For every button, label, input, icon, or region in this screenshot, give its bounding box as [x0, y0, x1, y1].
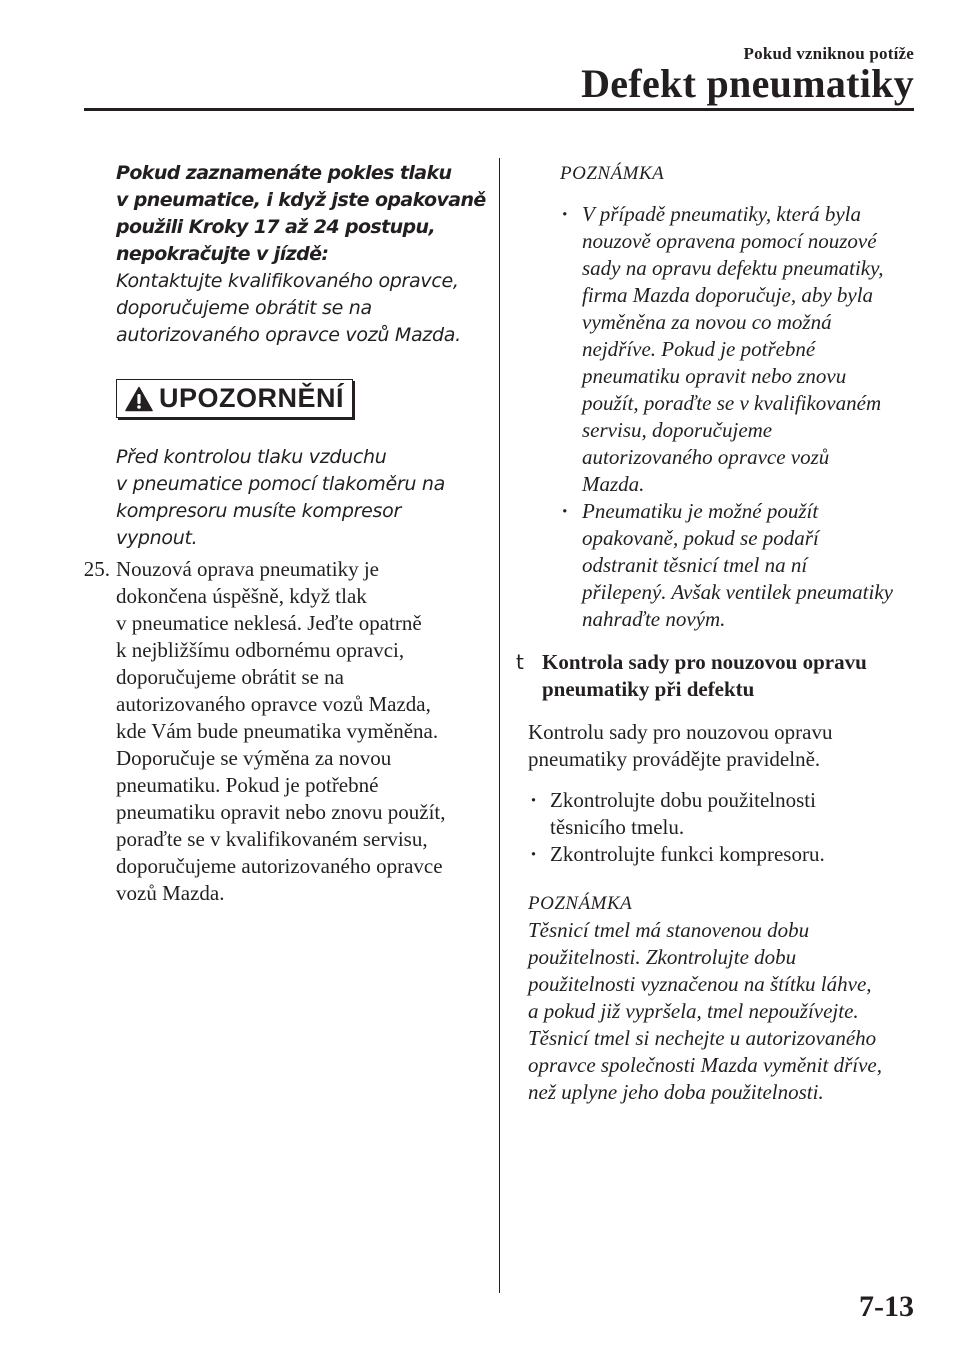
warning-text: [116, 444, 486, 552]
page-number: 7-13: [859, 1290, 914, 1323]
text-line: Těsnicí tmel si nechejte u autorizovaného: [528, 1026, 877, 1050]
text-line: odstranit těsnicí tmel na ní: [582, 553, 808, 577]
text-line: Kontrola sady pro nouzovou opravu: [542, 650, 867, 674]
header-subtitle: Pokud vzniknou potíže: [743, 44, 914, 63]
text-line: v pneumatice neklesá. Jeďte opatrně: [116, 611, 422, 635]
step-text: [116, 556, 446, 907]
text-line: Kontrolu sady pro nouzovou opravu: [528, 720, 833, 744]
list-item: [528, 787, 920, 841]
text-line: vozů Mazda.: [116, 881, 225, 905]
text-line: v pneumatice pomocí tlakoměru na: [116, 473, 445, 495]
text-line: Nouzová oprava pneumatiky je: [116, 557, 379, 581]
warning-triangle-icon: [125, 386, 153, 412]
contact-repairer-text: [116, 268, 486, 349]
note-title: POZNÁMKA: [560, 163, 665, 184]
text-line: než uplyne jeho doba použitelnosti.: [528, 1080, 824, 1104]
text-line: kde Vám bude pneumatika vyměněna.: [116, 719, 439, 743]
text-line: těsnicího tmelu.: [550, 815, 685, 839]
text-line: pneumatiku. Pokud je potřebné: [116, 773, 379, 797]
text-line: použili Kroky 17 až 24 postupu,: [116, 216, 436, 238]
warning-box: [116, 379, 353, 418]
text-line: přilepený. Avšak ventilek pneumatiky: [582, 580, 893, 604]
check-bullets: [528, 787, 920, 868]
text-line: poraďte se v kvalifikovaném servisu,: [116, 827, 428, 851]
text-line: Mazda.: [582, 472, 645, 496]
column-divider: [499, 158, 500, 1293]
list-item: [560, 201, 920, 498]
note-title: POZNÁMKA: [528, 893, 633, 914]
text-line: nouzově opravena pomocí nouzové: [582, 229, 877, 253]
list-item: [528, 841, 920, 868]
text-line: k nejbližšímu odbornému opravci,: [116, 638, 405, 662]
note-1-bullets: [560, 201, 920, 633]
text-line: použít, poraďte se v kvalifikovaném: [582, 391, 882, 415]
text-line: Kontaktujte kvalifikovaného opravce,: [116, 270, 459, 292]
text-line: · Zkontrolujte funkci kompresoru.: [550, 842, 825, 866]
text-line: pneumatiky provádějte pravidelně.: [528, 747, 821, 771]
text-line: a pokud již vypršela, tmel nepoužívejte.: [528, 999, 859, 1023]
text-line: · Pneumatiku je možné použít: [582, 499, 819, 523]
text-line: doporučujeme obrátit se na: [116, 297, 372, 319]
note-1: [528, 160, 920, 633]
text-line: použitelnosti vyznačenou na štítku láhve,: [528, 972, 872, 996]
text-line: Před kontrolou tlaku vzduchu: [116, 446, 387, 468]
page-title: Defekt pneumatiky: [581, 61, 914, 106]
text-line: nejdříve. Pokud je potřebné: [582, 337, 816, 361]
text-line: autorizovaného opravce vozů Mazda,: [116, 692, 431, 716]
text-line: Doporučuje se výměna za novou: [116, 746, 392, 770]
text-line: v pneumatice, i když jste opakovaně: [116, 189, 486, 211]
text-line: nahraďte novým.: [582, 607, 726, 631]
text-line: pneumatiku opravit nebo znovu: [582, 364, 847, 388]
step-number: 25.: [83, 557, 110, 581]
text-line: firma Mazda doporučuje, aby byla: [582, 283, 874, 307]
text-line: doporučujeme autorizovaného opravce: [116, 854, 443, 878]
header-rule: [84, 108, 914, 111]
step-25: [83, 556, 486, 907]
text-line: opakovaně, pokud se podaří: [582, 526, 819, 550]
text-line: opravce společnosti Mazda vyměnit dříve,: [528, 1053, 882, 1077]
text-line: Těsnicí tmel má stanovenou dobu: [528, 918, 810, 942]
text-line: · V případě pneumatiky, která byla: [582, 202, 861, 226]
text-line: vyměněna za novou co možná: [582, 310, 832, 334]
note-2: [528, 890, 920, 1106]
section-marker-icon: t: [516, 650, 524, 674]
note-2-text: [528, 917, 920, 1106]
text-line: dokončena úspěšně, když tlak: [116, 584, 367, 608]
text-line: sady na opravu defektu pneumatiky,: [582, 256, 884, 280]
pressure-drop-warning: [116, 160, 486, 268]
text-line: doporučujeme obrátit se na: [116, 665, 345, 689]
text-line: servisu, doporučujeme: [582, 418, 773, 442]
text-line: Pokud zaznamenáte pokles tlaku: [116, 162, 452, 184]
section-title: [542, 649, 867, 703]
left-column: [83, 160, 486, 907]
text-line: pneumatiky při defektu: [542, 677, 755, 701]
section-heading: [516, 649, 920, 703]
text-line: vypnout.: [116, 527, 198, 549]
text-line: · Zkontrolujte dobu použitelnosti: [550, 788, 816, 812]
section-intro: [528, 719, 920, 773]
text-line: pneumatiku opravit nebo znovu použít,: [116, 800, 446, 824]
list-item: [560, 498, 920, 633]
right-column: [516, 160, 920, 1106]
text-line: kompresoru musíte kompresor: [116, 500, 401, 522]
text-line: nepokračujte v jízdě:: [116, 243, 329, 265]
text-line: autorizovaného opravce vozů Mazda.: [116, 324, 461, 346]
warning-label: UPOZORNĚNÍ: [159, 383, 345, 413]
text-line: autorizovaného opravce vozů: [582, 445, 830, 469]
text-line: použitelnosti. Zkontrolujte dobu: [528, 945, 797, 969]
